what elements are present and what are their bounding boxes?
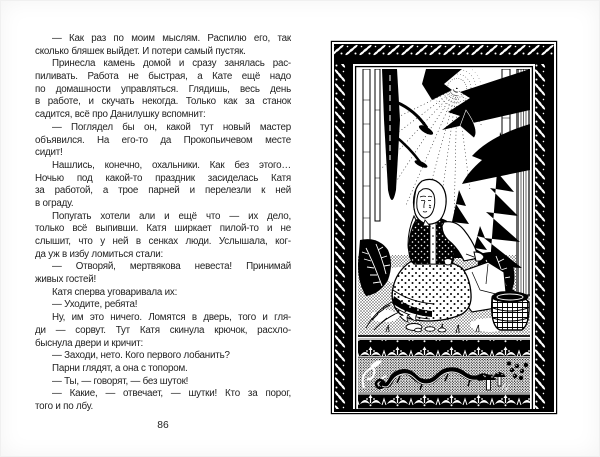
text-line: Принесла камень домой и сразу занялась рас- (52, 58, 291, 70)
text-line: — Поглядел бы он, какой тут новый мастер (52, 121, 291, 133)
text-line: Ну, им это ничего. Ломятся в дверь, того и гля- (52, 312, 291, 324)
text-line: Парни глядят, а она с топором. (52, 362, 188, 374)
text-line: ди — сорвут. Тут Катя скинула крючок, расхло- (35, 324, 291, 336)
text-line: Нашлись, конечно, охальники. Как без этого… (52, 159, 291, 171)
text-line: — Отворяй, мертвякова невеста! Принимай (52, 261, 291, 273)
crown-ornament-row-bottom (358, 395, 530, 409)
story-text (35, 33, 291, 414)
text-line: в ограду. (35, 197, 74, 209)
text-line: Катя сперва уговаривала их: (52, 286, 178, 298)
text-line: объявился. На его-то да Прокопьичевом месте (35, 134, 291, 146)
forest-illustration-svg (330, 40, 558, 415)
wicker-basket (492, 292, 530, 331)
lizard-frieze (358, 358, 530, 392)
text-line: только всё выпивши. Катя ширкает пилой-то и не (35, 223, 291, 235)
text-line: слышит, что у ней в сенках люди. Услышала, ког- (35, 236, 291, 247)
text-line: пиливать. Работа не быстрая, а Кате ещё надо (35, 71, 291, 83)
face (417, 189, 435, 218)
text-line: в работе, и скучать некогда. Только как за станок (35, 96, 291, 108)
text-line: — Ты, — говорят, — без шуток! (52, 375, 189, 387)
text-line: того и по лбу. (35, 400, 93, 412)
ornament-rows (358, 336, 530, 409)
text-line: — Уходите, ребята! (52, 299, 138, 311)
text-line: сидит! (35, 147, 63, 159)
text-line: садится, всё про Данилушку вспомнит: (35, 109, 206, 121)
text-line: Попугать хотели али и ещё что — их дело, (52, 210, 291, 222)
text-line: — Какие, — отвечает, — шутки! Кто за порог, (52, 388, 291, 400)
text-line: быснула двери и кричит: (35, 337, 144, 349)
text-line: Ночью под какой-то праздник засиделась Катя (35, 172, 291, 184)
text-line: по домашности управляться. Глядишь, весь день (35, 83, 291, 95)
clasped-hand (444, 259, 452, 266)
text-line: да уж в избу ломиться стали: (35, 248, 164, 260)
text-line: сколько бляшек выйдет. И потери самый пустяк. (35, 45, 246, 57)
book-illustration (330, 40, 558, 415)
crown-ornament-row-top (358, 340, 530, 356)
text-line: — Заходи, нето. Кого первого лобанить? (52, 350, 230, 362)
page-number: 86 (157, 420, 169, 431)
text-line: живых гостей! (35, 274, 97, 286)
text-line: — Как раз по моим мыслям. Распилю его, так (52, 33, 291, 44)
text-line: за работой, а трое парней и перелезли к ней (35, 185, 291, 197)
forest-scene (358, 64, 530, 335)
